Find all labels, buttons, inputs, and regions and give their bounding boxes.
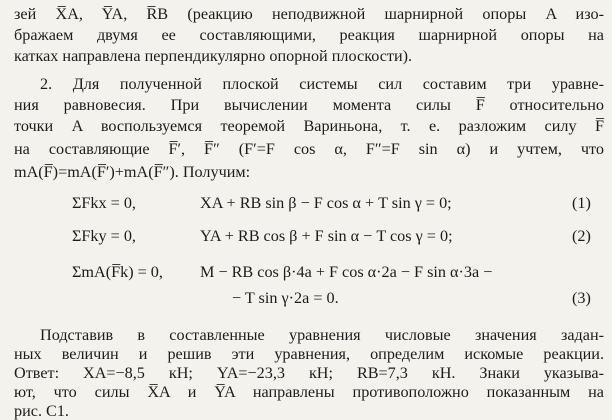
paragraph3-line-5: рис. С1. bbox=[14, 402, 69, 420]
equation-3-continuation: − T sin γ·2a = 0. bbox=[232, 289, 339, 307]
equation-2-condition: ΣFky = 0, bbox=[72, 227, 136, 245]
equation-3-condition: ΣmA(F̅k) = 0, bbox=[72, 263, 163, 281]
paragraph2-line-5: mA(F̅)=mA(F̅′)+mA(F̅″). Получим: bbox=[14, 163, 251, 181]
paragraph2-line-3: точки A воспользуемся теоремой Вариньона, т. е. разложим силу F̅ bbox=[14, 117, 604, 135]
equation-1-condition: ΣFkx = 0, bbox=[72, 194, 136, 212]
equation-2-body: YA + RB cos β + F sin α − T cos γ = 0; bbox=[200, 227, 453, 245]
paragraph3-line-2: ных величин и решив эти уравнения, определим искомые реакции. bbox=[14, 345, 604, 363]
equation-1-number: (1) bbox=[572, 194, 591, 212]
paragraph1-line-2: бражаем двумя ее составляющими, реакция шарнирной опоры на bbox=[14, 26, 604, 44]
paragraph1-line-3: катках направлена перпендикулярно опорной плоскости). bbox=[14, 47, 413, 65]
equation-3-number: (3) bbox=[572, 289, 591, 307]
equation-1-body: XA + RB sin β − F cos α + T sin γ = 0; bbox=[200, 194, 452, 212]
paragraph3-line-1: Подставив в составленные уравнения числовые значения задан- bbox=[40, 326, 604, 344]
paragraph3-line-4: ют, что силы X̅A и Y̅A направлены противоположно показанным на bbox=[14, 383, 604, 401]
paragraph1-line-1: зей X̅A, Y̅A, R̅B (реакцию неподвижной шарнирной опоры A изо- bbox=[14, 5, 604, 23]
paragraph2-line-4: на составляющие F̅′, F̅″ (F′=F cos α, F″=F sin α) и учтем, что bbox=[14, 140, 604, 158]
paragraph2-line-1: 2. Для полученной плоской системы сил составим три уравне- bbox=[40, 75, 604, 93]
equation-3-body: M − RB cos β·4a + F cos α·2a − F sin α·3a − bbox=[200, 263, 493, 281]
paragraph2-line-2: ния равновесия. При вычислении момента силы F̅ относительно bbox=[14, 96, 604, 114]
paragraph3-line-3: Ответ: XA=−8,5 кН; YA=−23,3 кН; RB=7,3 кН. Знаки указыва- bbox=[14, 364, 604, 382]
equation-2-number: (2) bbox=[572, 227, 591, 245]
